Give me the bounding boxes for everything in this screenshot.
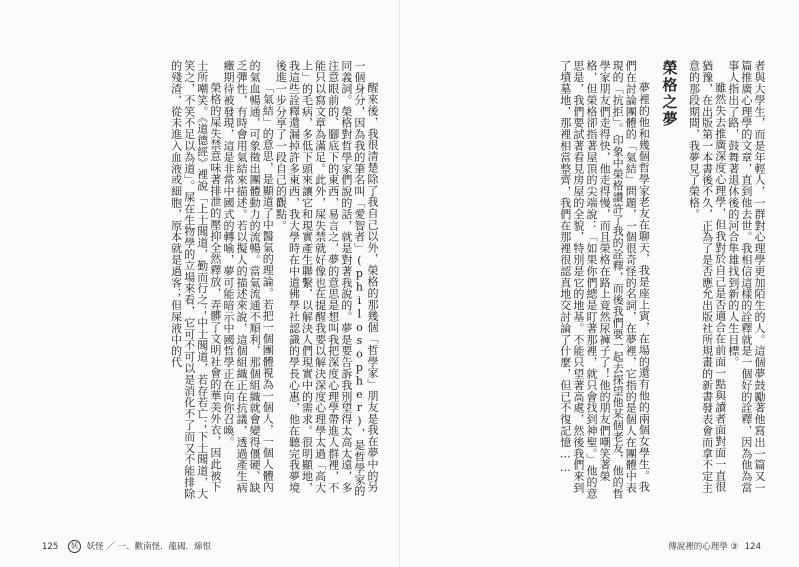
left-page <box>0 0 399 567</box>
right-page <box>400 0 799 567</box>
volume-badge: ③ <box>730 542 739 552</box>
book-title: 傳說裡的心理學 <box>668 542 728 552</box>
paragraph: 榮格的屎失禁意味著排泄的壓抑全然釋放，弄髒了文明社會的華美外衣，因此被下士所嘲笑。《道德經》裡說「上士聞道，勤而行之；中士聞道，若存若亡；下士聞道，大笑之，不笑不足以為道」。屎在生物學的立場來看，它可不可以是消化不了而又不能排除的殘渣，從未進入血液或細胞，原本就是過客；但屎液中的代 <box>169 60 222 500</box>
paragraph: 夢裡的他和幾個哲學家老友在聊天，我是座上賓，在場的還有他的兩個女學生。我們在討論團體的「氣結」問題，一個很奇怪的名詞，在夢裡，它指的是個人在團體中表現的「抗拒」。印象中榮格讚許了我的詮釋，而後我們要一起去探望他某個老友，他的哲學家朋友們走得快，他走得慢，而且榮格在路上竟然尿褲子了！他的朋友們嘲笑著榮格，但榮格卻指著屋頂的尖端說：「如果你們總是盯著那裡，就只會找到神聖。」他的意思是，我們要試著看見房屋的全貌，特別是它的地基。不能只望著高處，然後我們來到了墳墓地，那裡相當整齊，我們在那裡很認真地交討論了什麼，但已不復記憶…… <box>558 60 651 500</box>
book-badge-icon: 妖 <box>68 540 81 553</box>
right-page-text-column <box>421 60 766 500</box>
footer-separator: ／ <box>106 542 115 552</box>
page-number: 124 <box>744 542 761 552</box>
paragraph: 「氣結」的意思，是顯道了中醫氣的理論。若把一個團體視為一個人，一個人體內的氣血暢通，可象徵出團體動力的流暢。當氣流通不順利，那個組織就會變得僵硬、缺乏彈性，有時會用氣結來描述。若以擬人的描述來說，這個組織正在抗議，透過產生病癥期待被發現，這是非常中國式的轉喻，夢可能暗示中國哲學正在向你召喚。 <box>221 60 275 494</box>
paragraph: 雖然失去推廣深度心理學，但我對於自己是否適合在前面一點與讀者面對面一直很猶豫，在出版第一本書後不久，正為了是否應允出版社所規畫的新書發表會而拿不定主意的那段期間，我夢見了榮格。 <box>687 60 727 494</box>
left-page-footer <box>38 540 211 553</box>
left-page-text-column <box>105 60 379 500</box>
right-page-footer <box>668 540 765 552</box>
section-heading: 榮格之夢 <box>660 60 679 128</box>
paragraph: 者與大學生，而是年輕人，一群對心理學更加陌生的人。這個夢鼓勵著他寫出一篇又一篇推廣心理學的文章，直到他去世。我相信這樣的詮釋就是一個好的詮釋，因為他為當事人指出了路，鼓舞著退休後的河合隼雄找到新的人生目標。 <box>726 60 766 494</box>
page-number: 125 <box>42 542 59 552</box>
book-title: 妖怪 <box>86 542 104 552</box>
chapter-title: 一、歡南怪．龍碣．綿恨 <box>117 542 212 552</box>
paragraph: 醒來後，我很清楚除了我自己以外，榮格的那幾個「哲學家」朋友是我在夢中的另一個身分，因為我的筆名叫「愛智者」(philosopher)，是哲學家的同義詞。榮格對哲學家們說的話，就是對著我說的。夢是要告訴我別望得太高太遠，多注意眼前的、腳底下的東西，易言之，夢的意思是想叫我把深度心理學帶進人群裡，不能只以寫文章為滿足。此外，屎失禁就好像也在提醒我要以解決深度心理學太過「高大上」的毛病，多低下頭來讓它和現實產生聯繫，以解決人們現實中的需求。很明顯地，我這些詮釋還漏掉許多東西，我大學時在中道佛學社認識的學長心惠，他在聽完我夢境後進一步分享了一段自己的觀點。 <box>274 60 379 497</box>
